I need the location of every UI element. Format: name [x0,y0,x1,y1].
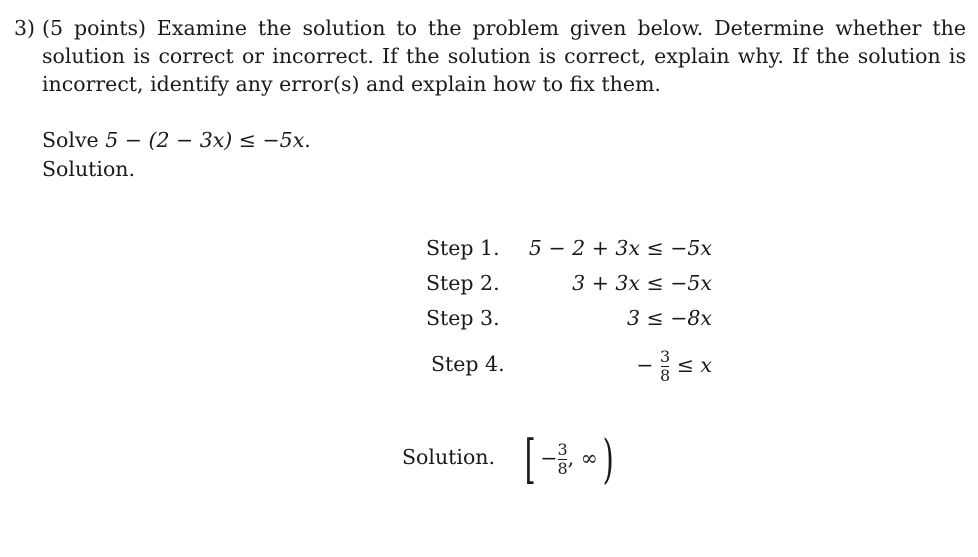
final-separator: , [567,446,575,470]
problem-number: 3) [14,16,36,40]
step-4-denominator: 8 [660,366,671,385]
step-1-expression: 5 − 2 + 3x ≤ −5x [528,236,712,260]
final-numerator: 3 [557,440,568,459]
step-4-sign: − [636,353,654,377]
step-4-numerator: 3 [660,347,671,366]
problem-statement [14,14,966,98]
task-expression: 5 − (2 − 3x) ≤ −5x [105,128,305,152]
infinity-symbol: ∞ [580,446,598,470]
step-4-relation: ≤ x [676,353,712,377]
step-3-expression: 3 ≤ −8x [626,306,712,330]
step-2-expression: 3 + 3x ≤ −5x [572,271,712,295]
task-line [42,128,311,152]
step-2-label: Step 2. [426,271,500,295]
final-label: Solution. [402,445,496,469]
step-1-label: Step 1. [426,236,500,260]
step-3-label: Step 3. [426,306,500,330]
step-4-fraction [660,348,670,385]
step-4-expression [560,340,712,390]
solution-heading: Solution. [42,157,136,181]
problem-text: (5 points) Examine the solution to the problem given below. Determine whether the solution is correct or incorrect. If the solution is correct, explain why. If the solution is incorrect, identify any error(s) and explain how to fix them. [42,16,966,96]
interval-close-paren: ) [602,429,614,490]
interval-open-bracket: [ [524,429,536,490]
final-interval [520,429,640,490]
final-denominator: 8 [557,459,568,478]
task-prefix: Solve [42,128,99,152]
task-suffix: . [304,128,311,152]
final-fraction [557,441,567,478]
final-sign: − [540,446,558,470]
step-4-label: Step 4. [431,352,505,376]
